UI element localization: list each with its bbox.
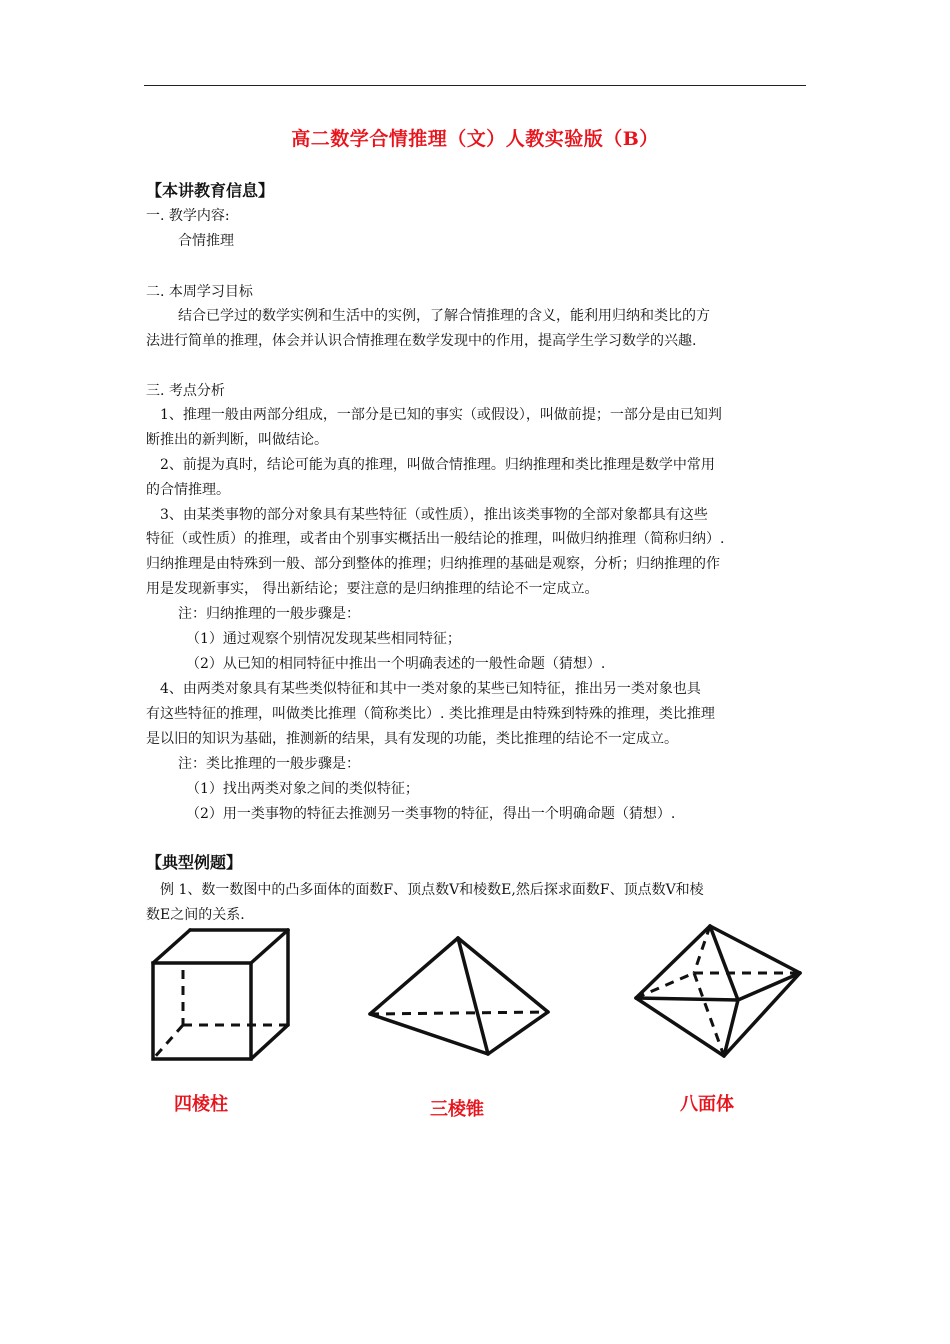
example1-line2: 数E之间的关系. bbox=[146, 907, 245, 923]
p2-line2: 的合情推理。 bbox=[146, 482, 230, 498]
pyramid-figure bbox=[360, 928, 560, 1063]
item1-label: 一. 教学内容: bbox=[146, 208, 230, 224]
p2-line1: 2、前提为真时，结论可能为真的推理，叫做合情推理。归纳推理和类比推理是数学中常用 bbox=[160, 457, 715, 473]
octahedron-label: 八面体 bbox=[680, 1094, 734, 1115]
note2-step1: （1）找出两类对象之间的类似特征； bbox=[186, 781, 419, 797]
p4-line1: 4、由两类对象具有某些类似特征和其中一类对象的某些已知特征，推出另一类对象也具 bbox=[160, 681, 701, 697]
item2-label: 二. 本周学习目标 bbox=[146, 284, 253, 300]
prism-label: 四棱柱 bbox=[174, 1094, 228, 1115]
p3-line4: 用是发现新事实， 得出新结论；要注意的是归纳推理的结论不一定成立。 bbox=[146, 581, 599, 597]
note2-title: 注：类比推理的一般步骤是： bbox=[178, 756, 360, 772]
p4-line2: 有这些特征的推理，叫做类比推理（简称类比）. 类比推理是由特殊到特殊的推理，类比推理 bbox=[146, 706, 715, 722]
item2-line1: 结合已学过的数学实例和生活中的实例，了解合情推理的含义，能利用归纳和类比的方 bbox=[178, 308, 710, 324]
item3-label: 三. 考点分析 bbox=[146, 383, 225, 399]
section-heading-examples: 【典型例题】 bbox=[146, 853, 243, 872]
p3-line3: 归纳推理是由特殊到一般、部分到整体的推理；归纳推理的基础是观察，分析；归纳推理的作 bbox=[146, 556, 720, 572]
note2-step2: （2）用一类事物的特征去推测另一类事物的特征，得出一个明确命题（猜想）. bbox=[186, 806, 676, 822]
page-title: 高二数学合情推理（文）人教实验版（B） bbox=[291, 128, 659, 150]
pyramid-label: 三棱锥 bbox=[430, 1099, 484, 1120]
header-rule bbox=[144, 85, 806, 86]
octahedron-figure bbox=[628, 918, 813, 1063]
p1-line1: 1、推理一般由两部分组成，一部分是已知的事实（或假设），叫做前提；一部分是由已知判 bbox=[160, 407, 722, 423]
p1-line2: 断推出的新判断，叫做结论。 bbox=[146, 432, 328, 448]
note1-step1: （1）通过观察个别情况发现某些相同特征； bbox=[186, 631, 461, 647]
p3-line1: 3、由某类事物的部分对象具有某些特征（或性质），推出该类事物的全部对象都具有这些 bbox=[160, 507, 708, 523]
section-heading-info: 【本讲教育信息】 bbox=[146, 181, 275, 200]
item1-text: 合情推理 bbox=[178, 233, 234, 249]
p4-line3: 是以旧的知识为基础，推测新的结果，具有发现的功能，类比推理的结论不一定成立。 bbox=[146, 731, 678, 747]
prism-figure bbox=[140, 925, 300, 1065]
p3-line2: 特征（或性质）的推理，或者由个别事实概括出一般结论的推理，叫做归纳推理（简称归纳）. bbox=[146, 531, 725, 547]
example1-line1: 例 1、数一数图中的凸多面体的面数F、顶点数V和棱数E,然后探求面数F、顶点数V和棱 bbox=[160, 882, 704, 898]
item2-line2: 法进行简单的推理，体会并认识合情推理在数学发现中的作用，提高学生学习数学的兴趣. bbox=[146, 333, 697, 349]
note1-title: 注：归纳推理的一般步骤是： bbox=[178, 606, 360, 622]
note1-step2: （2）从已知的相同特征中推出一个明确表述的一般性命题（猜想）. bbox=[186, 656, 606, 672]
